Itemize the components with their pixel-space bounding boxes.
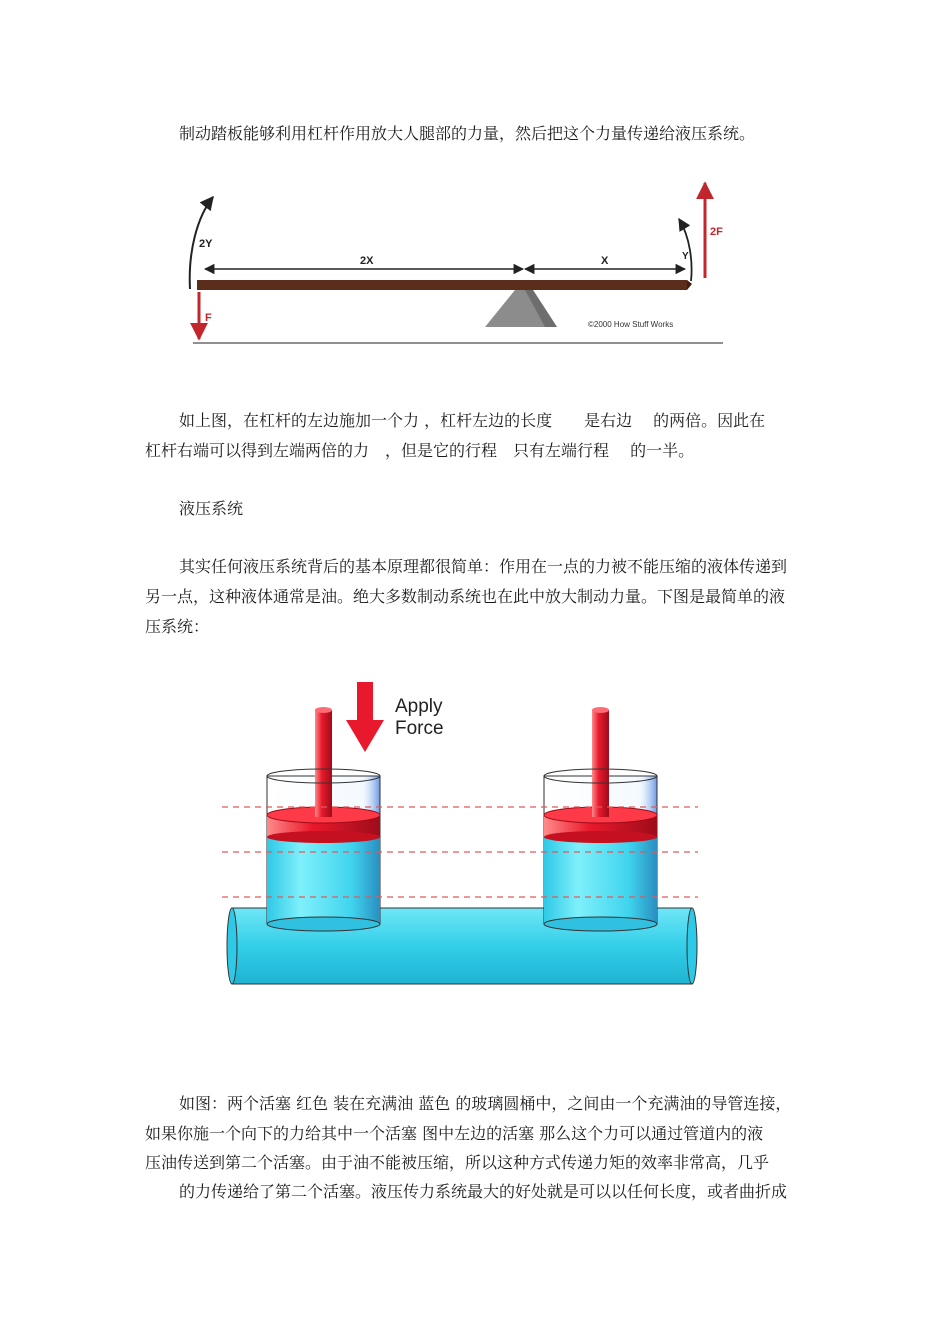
pistons-paragraph-line4: 的力传递给了第二个活塞。液压传力系统最大的好处就是可以以任何长度，或者曲折成 [179,1182,788,1201]
hydraulic-diagram [200,674,720,1014]
principle-paragraph-line3: 压系统： [145,617,210,636]
right-piston-rod [592,710,609,817]
pipe-left-end [227,908,237,984]
pistons-paragraph-line3: 压油传送到第二个活塞。由于油不能被压缩，所以这种方式传递力矩的效率非常高，几乎 [145,1153,770,1172]
label-2f: 2F [710,226,723,238]
principle-paragraph-line2: 另一点，这种液体通常是油。绝大多数制动系统也在此中放大制动力量。下图是最简单的液 [145,587,786,606]
label-y: Y [682,251,689,262]
lever-beam [197,280,687,290]
section-heading: 液压系统 [179,499,244,518]
apply-force-line2: Force [395,718,444,739]
label-2y: 2Y [199,238,213,250]
apply-force-arrow [346,682,384,752]
lever-diagram [185,177,730,349]
principle-paragraph-line1: 其实任何液压系统背后的基本原理都很简单：作用在一点的力被不能压缩的液体传递到 [179,557,788,576]
apply-force-line1: Apply [395,696,443,717]
label-2x: 2X [360,255,374,267]
lever-paragraph-line2: 杠杆右端可以得到左端两倍的力 ，但是它的行程 只有左端行程 的一半。 [145,441,695,460]
pipe-right-end [687,908,697,984]
pistons-paragraph-line2: 如果你施一个向下的力给其中一个活塞 图中左边的活塞 那么这个力可以通过管道内的液 [145,1124,764,1143]
lever-beam-end [687,280,692,290]
lever-paragraph-line1: 如上图，在杠杆的左边施加一个力 ，杠杆左边的长度 是右边 的两倍。因此在 [179,411,766,430]
label-x: X [601,255,609,267]
pistons-paragraph-line1: 如图：两个活塞 红色 装在充满油 蓝色 的玻璃圆桶中，之间由一个充满油的导管连接， [179,1094,792,1113]
label-f: F [205,312,212,324]
intro-paragraph: 制动踏板能够利用杠杆作用放大人腿部的力量，然后把这个力量传递给液压系统。 [179,124,756,143]
copyright-note: ©2000 How Stuff Works [588,320,674,329]
right-swing-arrow [679,219,692,281]
left-piston-rod [315,710,332,817]
